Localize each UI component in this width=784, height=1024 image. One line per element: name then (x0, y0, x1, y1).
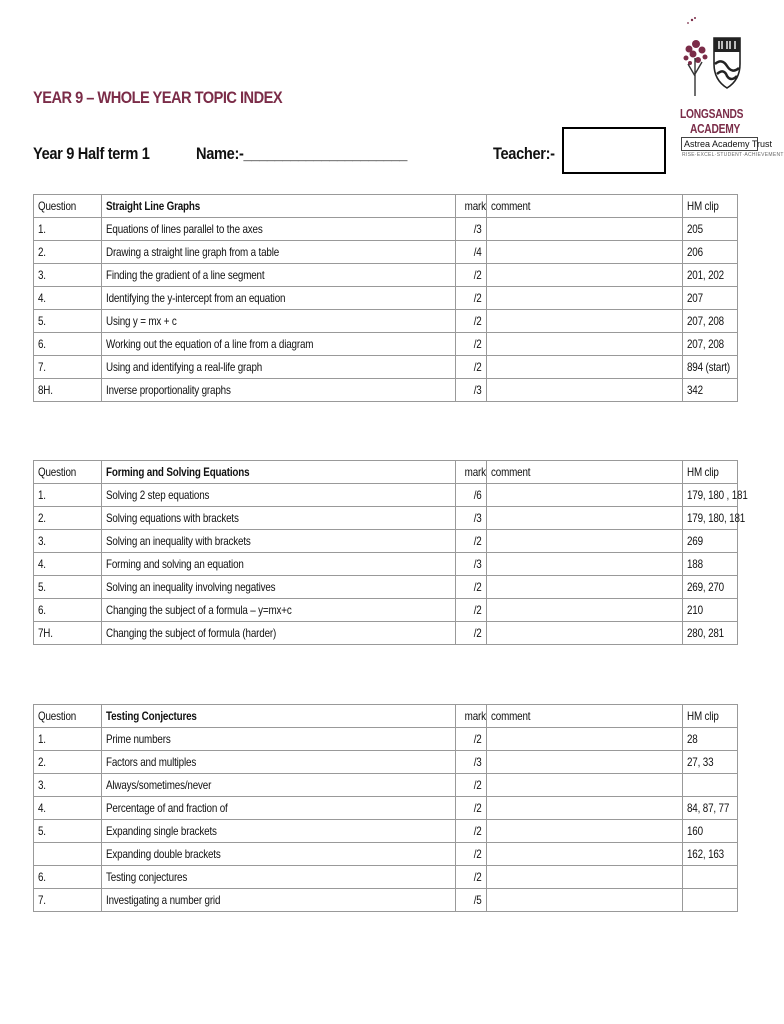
topic-title (102, 195, 456, 218)
comment-cell[interactable] (487, 889, 683, 912)
mark-cell[interactable] (456, 530, 487, 553)
comment-cell[interactable] (487, 751, 683, 774)
page-title: YEAR 9 – WHOLE YEAR TOPIC INDEX (33, 88, 283, 107)
hm-clip-cell-text: 84, 87, 77 (687, 801, 730, 815)
header-question-text: Question (38, 465, 77, 479)
mark-cell[interactable] (456, 728, 487, 751)
comment-cell[interactable] (487, 356, 683, 379)
mark-cell-text: /3 (474, 755, 482, 769)
mark-cell[interactable] (456, 866, 487, 889)
question-description (102, 728, 456, 751)
question-number (34, 484, 102, 507)
comment-cell[interactable] (487, 797, 683, 820)
comment-cell[interactable] (487, 310, 683, 333)
question-number (34, 866, 102, 889)
table-row (34, 241, 738, 264)
hm-clip-cell (683, 264, 738, 287)
topic-table (33, 704, 738, 912)
comment-cell[interactable] (487, 820, 683, 843)
mark-cell-text: /2 (474, 778, 482, 792)
hm-clip-cell (683, 797, 738, 820)
mark-cell-text: /2 (474, 847, 482, 861)
question-number (34, 356, 102, 379)
hm-clip-cell-text: 207 (687, 291, 703, 305)
mark-cell-text: /3 (474, 222, 482, 236)
question-number-text: 7H. (38, 626, 53, 640)
header-comment-text: comment (491, 199, 531, 213)
header-hm-clip-text: HM clip (687, 199, 719, 213)
table-row (34, 356, 738, 379)
question-number (34, 622, 102, 645)
question-number-text: 2. (38, 245, 46, 259)
mark-cell[interactable] (456, 287, 487, 310)
mark-cell-text: /2 (474, 360, 482, 374)
question-number-text: 5. (38, 314, 46, 328)
header-hm-clip-text: HM clip (687, 709, 719, 723)
topic-title-text: Forming and Solving Equations (106, 465, 250, 479)
question-description (102, 530, 456, 553)
comment-cell[interactable] (487, 241, 683, 264)
question-description (102, 333, 456, 356)
question-number (34, 507, 102, 530)
mark-cell-text: /2 (474, 291, 482, 305)
mark-cell-text: /3 (474, 511, 482, 525)
table-row (34, 576, 738, 599)
question-number-text: 2. (38, 511, 46, 525)
mark-cell[interactable] (456, 484, 487, 507)
hm-clip-cell (683, 576, 738, 599)
logo-tagline: RISE·EXCEL·STUDENT·ACHIEVEMENT (682, 152, 784, 158)
question-description-text: Identifying the y-intercept from an equation (106, 291, 286, 305)
mark-cell[interactable] (456, 218, 487, 241)
header-mark-text: mark (464, 465, 486, 479)
topic-title-text: Testing Conjectures (106, 709, 197, 723)
comment-cell[interactable] (487, 774, 683, 797)
question-number-text: 6. (38, 337, 46, 351)
hm-clip-cell-text: 205 (687, 222, 703, 236)
hm-clip-cell-text: 210 (687, 603, 703, 617)
comment-cell[interactable] (487, 622, 683, 645)
question-number (34, 553, 102, 576)
question-description (102, 287, 456, 310)
comment-cell[interactable] (487, 530, 683, 553)
mark-cell-text: /6 (474, 488, 482, 502)
hm-clip-cell (683, 599, 738, 622)
logo-trust-box (681, 137, 773, 151)
question-description-text: Finding the gradient of a line segment (106, 268, 265, 282)
mark-cell-text: /2 (474, 732, 482, 746)
table-row (34, 287, 738, 310)
header-mark (456, 705, 487, 728)
topic-table (33, 194, 738, 402)
question-description (102, 264, 456, 287)
question-number (34, 218, 102, 241)
mark-cell-text: /2 (474, 870, 482, 884)
term-label: Year 9 Half term 1 (33, 144, 150, 163)
hm-clip-cell (683, 751, 738, 774)
question-description-text: Working out the equation of a line from a diagram (106, 337, 314, 351)
mark-cell[interactable] (456, 751, 487, 774)
hm-clip-cell (683, 218, 738, 241)
question-number-text: 3. (38, 778, 46, 792)
mark-cell[interactable] (456, 310, 487, 333)
header-hm-clip-text: HM clip (687, 465, 719, 479)
table-row (34, 264, 738, 287)
teacher-label: Teacher:- (493, 144, 555, 163)
comment-cell[interactable] (487, 287, 683, 310)
question-number (34, 889, 102, 912)
mark-cell[interactable] (456, 553, 487, 576)
question-number (34, 751, 102, 774)
hm-clip-cell (683, 333, 738, 356)
logo-name-line2: ACADEMY (690, 122, 741, 136)
hm-clip-cell-text: 179, 180, 181 (687, 511, 746, 525)
comment-cell[interactable] (487, 843, 683, 866)
question-number (34, 820, 102, 843)
question-description-text: Equations of lines parallel to the axes (106, 222, 263, 236)
question-description-text: Investigating a number grid (106, 893, 221, 907)
question-number (34, 728, 102, 751)
question-description (102, 820, 456, 843)
table-row (34, 866, 738, 889)
table-row (34, 774, 738, 797)
table-row (34, 889, 738, 912)
question-number (34, 797, 102, 820)
table-row (34, 333, 738, 356)
question-number (34, 843, 102, 866)
question-description-text: Using y = mx + c (106, 314, 177, 328)
table-row (34, 599, 738, 622)
mark-cell-text: /3 (474, 557, 482, 571)
question-number-text: 5. (38, 824, 46, 838)
mark-cell[interactable] (456, 843, 487, 866)
table-row (34, 820, 738, 843)
hm-clip-cell (683, 820, 738, 843)
question-number (34, 333, 102, 356)
header-mark (456, 461, 487, 484)
mark-cell-text: /2 (474, 534, 482, 548)
teacher-input-box[interactable] (562, 127, 666, 174)
hm-clip-cell-text: 207, 208 (687, 314, 725, 328)
comment-cell[interactable] (487, 484, 683, 507)
header-comment (487, 705, 683, 728)
header-comment (487, 461, 683, 484)
table-row (34, 484, 738, 507)
table-row (34, 310, 738, 333)
hm-clip-cell-text: 269, 270 (687, 580, 725, 594)
comment-cell[interactable] (487, 728, 683, 751)
header-mark-text: mark (464, 199, 486, 213)
comment-cell[interactable] (487, 553, 683, 576)
question-number-text: 7. (38, 360, 46, 374)
question-number-text: 7. (38, 893, 46, 907)
mark-cell-text: /2 (474, 626, 482, 640)
question-number-text: 3. (38, 268, 46, 282)
question-description (102, 379, 456, 402)
hm-clip-cell (683, 728, 738, 751)
question-description (102, 622, 456, 645)
hm-clip-cell-text: 206 (687, 245, 703, 259)
question-number-text: 1. (38, 732, 46, 746)
question-number (34, 379, 102, 402)
hm-clip-cell-text: 162, 163 (687, 847, 725, 861)
hm-clip-cell (683, 553, 738, 576)
table-header-row (34, 195, 738, 218)
question-description-text: Solving an inequality with brackets (106, 534, 251, 548)
hm-clip-cell (683, 356, 738, 379)
question-description-text: Testing conjectures (106, 870, 188, 884)
mark-cell-text: /2 (474, 824, 482, 838)
table-row (34, 843, 738, 866)
question-number-text: 5. (38, 580, 46, 594)
topic-table (33, 460, 748, 645)
topic-title (102, 461, 456, 484)
table-header-row (34, 705, 738, 728)
header-question (34, 195, 102, 218)
question-description-text: Always/sometimes/never (106, 778, 212, 792)
hm-clip-cell-text: 179, 180 , 181 (687, 488, 748, 502)
name-field[interactable] (196, 144, 407, 164)
hm-clip-cell-text: 27, 33 (687, 755, 714, 769)
table-header-row (34, 461, 738, 484)
mark-cell-text: /2 (474, 801, 482, 815)
question-description (102, 843, 456, 866)
hm-clip-cell (683, 287, 738, 310)
question-description-text: Changing the subject of formula (harder) (106, 626, 277, 640)
hm-clip-cell (683, 507, 746, 530)
name-line: _____________________ (243, 144, 408, 163)
mark-cell[interactable] (456, 264, 487, 287)
hm-clip-cell-text: 28 (687, 732, 698, 746)
table-row (34, 728, 738, 751)
table-row (34, 507, 738, 530)
question-description (102, 751, 456, 774)
comment-cell[interactable] (487, 599, 683, 622)
question-number-text: 3. (38, 534, 46, 548)
header-question (34, 705, 102, 728)
question-number-text: 4. (38, 801, 46, 815)
question-number-text: 1. (38, 222, 46, 236)
mark-cell-text: /4 (474, 245, 482, 259)
question-number (34, 287, 102, 310)
header-hm-clip (683, 461, 738, 484)
table-row (34, 530, 738, 553)
question-description (102, 310, 456, 333)
question-number-text: 4. (38, 291, 46, 305)
mark-cell-text: /3 (474, 383, 482, 397)
question-description-text: Using and identifying a real-life graph (106, 360, 263, 374)
mark-cell[interactable] (456, 356, 487, 379)
question-number-text: 6. (38, 870, 46, 884)
table-row (34, 218, 738, 241)
header-comment-text: comment (491, 465, 531, 479)
question-description (102, 553, 456, 576)
question-description-text: Percentage of and fraction of (106, 801, 228, 815)
mark-cell[interactable] (456, 379, 487, 402)
topic-title (102, 705, 456, 728)
hm-clip-cell (683, 866, 738, 889)
mark-cell[interactable] (456, 622, 487, 645)
comment-cell[interactable] (487, 576, 683, 599)
hm-clip-cell-text: 894 (start) (687, 360, 731, 374)
hm-clip-cell (683, 889, 738, 912)
question-description-text: Solving equations with brackets (106, 511, 239, 525)
question-description (102, 599, 456, 622)
logo-trust-text: Astrea Academy Trust (684, 139, 773, 149)
question-number (34, 774, 102, 797)
question-number (34, 310, 102, 333)
hm-clip-cell (683, 774, 738, 797)
hm-clip-cell (683, 241, 738, 264)
mark-cell[interactable] (456, 774, 487, 797)
name-label: Name:- (196, 144, 244, 163)
question-number (34, 264, 102, 287)
question-number-text: 6. (38, 603, 46, 617)
header-hm-clip (683, 705, 738, 728)
hm-clip-cell-text: 280, 281 (687, 626, 725, 640)
hm-clip-cell (683, 379, 738, 402)
header-hm-clip (683, 195, 738, 218)
question-number (34, 599, 102, 622)
question-description (102, 576, 456, 599)
mark-cell-text: /5 (474, 893, 482, 907)
question-description (102, 889, 456, 912)
question-description-text: Changing the subject of a formula – y=mx+c (106, 603, 292, 617)
question-description-text: Expanding single brackets (106, 824, 217, 838)
question-description-text: Solving an inequality involving negatives (106, 580, 276, 594)
mark-cell-text: /2 (474, 580, 482, 594)
hm-clip-cell (683, 484, 748, 507)
mark-cell-text: /2 (474, 268, 482, 282)
topic-title-text: Straight Line Graphs (106, 199, 201, 213)
question-number-text: 8H. (38, 383, 53, 397)
question-description (102, 356, 456, 379)
mark-cell[interactable] (456, 889, 487, 912)
question-description (102, 218, 456, 241)
hm-clip-cell (683, 843, 738, 866)
table-row (34, 553, 738, 576)
mark-cell-text: /2 (474, 337, 482, 351)
question-number-text: 4. (38, 557, 46, 571)
comment-cell[interactable] (487, 379, 683, 402)
header-comment-text: comment (491, 709, 531, 723)
mark-cell[interactable] (456, 820, 487, 843)
mark-cell[interactable] (456, 576, 487, 599)
comment-cell[interactable] (487, 866, 683, 889)
question-description-text: Expanding double brackets (106, 847, 221, 861)
mark-cell-text: /2 (474, 314, 482, 328)
question-description (102, 866, 456, 889)
header-question (34, 461, 102, 484)
header-comment (487, 195, 683, 218)
question-description (102, 774, 456, 797)
table-row (34, 622, 738, 645)
hm-clip-cell-text: 188 (687, 557, 703, 571)
question-description-text: Factors and multiples (106, 755, 197, 769)
question-description (102, 797, 456, 820)
hm-clip-cell-text: 201, 202 (687, 268, 725, 282)
question-description (102, 484, 456, 507)
mark-cell[interactable] (456, 599, 487, 622)
question-description (102, 507, 456, 530)
question-description-text: Inverse proportionality graphs (106, 383, 231, 397)
question-description-text: Prime numbers (106, 732, 171, 746)
question-number (34, 241, 102, 264)
hm-clip-cell (683, 530, 738, 553)
question-description-text: Forming and solving an equation (106, 557, 244, 571)
mark-cell[interactable] (456, 507, 487, 530)
hm-clip-cell-text: 207, 208 (687, 337, 725, 351)
question-number-text: 2. (38, 755, 46, 769)
question-number-text: 1. (38, 488, 46, 502)
hm-clip-cell-text: 160 (687, 824, 703, 838)
table-row (34, 379, 738, 402)
question-description-text: Drawing a straight line graph from a table (106, 245, 280, 259)
hm-clip-cell-text: 342 (687, 383, 703, 397)
logo-name-line1: LONGSANDS (680, 107, 744, 121)
hm-clip-cell (683, 622, 738, 645)
comment-cell[interactable] (487, 507, 683, 530)
comment-cell[interactable] (487, 264, 683, 287)
question-number (34, 530, 102, 553)
mark-cell[interactable] (456, 333, 487, 356)
question-description-text: Solving 2 step equations (106, 488, 210, 502)
table-row (34, 751, 738, 774)
comment-cell[interactable] (487, 218, 683, 241)
mark-cell[interactable] (456, 241, 487, 264)
header-mark-text: mark (464, 709, 486, 723)
hm-clip-cell (683, 310, 738, 333)
mark-cell[interactable] (456, 797, 487, 820)
header-question-text: Question (38, 709, 77, 723)
question-description (102, 241, 456, 264)
question-number (34, 576, 102, 599)
mark-cell-text: /2 (474, 603, 482, 617)
table-row (34, 797, 738, 820)
comment-cell[interactable] (487, 333, 683, 356)
header-question-text: Question (38, 199, 77, 213)
hm-clip-cell-text: 269 (687, 534, 703, 548)
header-mark (456, 195, 487, 218)
